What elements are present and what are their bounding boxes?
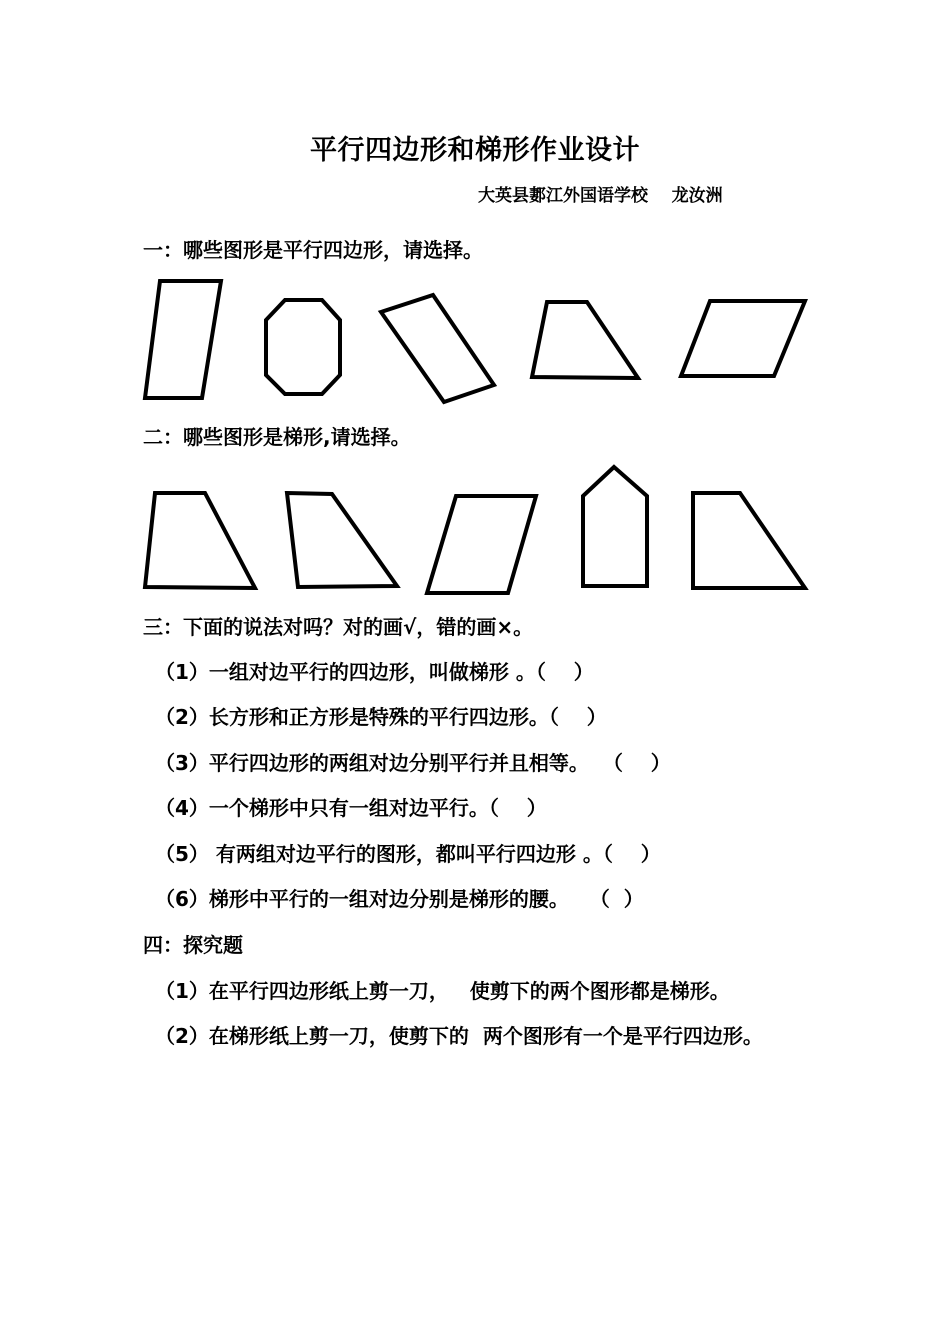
page-title: 平行四边形和梯形作业设计 <box>310 135 640 166</box>
section-3-heading: 三：下面的说法对吗？对的画√，错的画×。 <box>143 615 534 639</box>
judgment-item-4: （4）一个梯形中只有一组对边平行。（ ） <box>155 796 547 820</box>
shape-10-right-trapezoid <box>693 493 805 588</box>
judgment-item-2: （2）长方形和正方形是特殊的平行四边形。（ ） <box>155 705 607 729</box>
section-1-shapes <box>0 270 950 410</box>
judgment-item-5: （5） 有两组对边平行的图形，都叫平行四边形 。（ ） <box>155 842 661 866</box>
section-2-heading: 二：哪些图形是梯形,请选择。 <box>143 425 411 449</box>
shape-8-parallelogram <box>427 496 536 593</box>
judgment-item-3: （3）平行四边形的两组对边分别平行并且相等。 （ ） <box>155 751 671 775</box>
shape-7-trapezoid <box>287 493 397 587</box>
shape-2-octagon <box>266 300 340 394</box>
judgment-item-1: （1）一组对边平行的四边形，叫做梯形 。（ ） <box>155 660 594 684</box>
section-4-heading: 四：探究题 <box>143 933 243 957</box>
inquiry-item-1: （1）在平行四边形纸上剪一刀， 使剪下的两个图形都是梯形。 <box>155 979 730 1003</box>
shape-6-trapezoid <box>145 493 255 588</box>
judgment-item-6: （6）梯形中平行的一组对边分别是梯形的腰。 （ ） <box>155 887 644 911</box>
shape-3-parallelogram-rotated <box>381 295 494 402</box>
shape-9-pentagon <box>583 467 647 586</box>
section-2-shapes <box>0 460 950 600</box>
author-byline: 大英县郪江外国语学校 龙汝洲 <box>478 186 723 206</box>
section-1-heading: 一：哪些图形是平行四边形，请选择。 <box>143 238 483 262</box>
shape-1-parallelogram-tilted <box>145 281 221 398</box>
shape-5-parallelogram <box>681 301 805 376</box>
inquiry-item-2: （2）在梯形纸上剪一刀，使剪下的 两个图形有一个是平行四边形。 <box>155 1024 763 1048</box>
shape-4-trapezoid <box>532 302 638 378</box>
